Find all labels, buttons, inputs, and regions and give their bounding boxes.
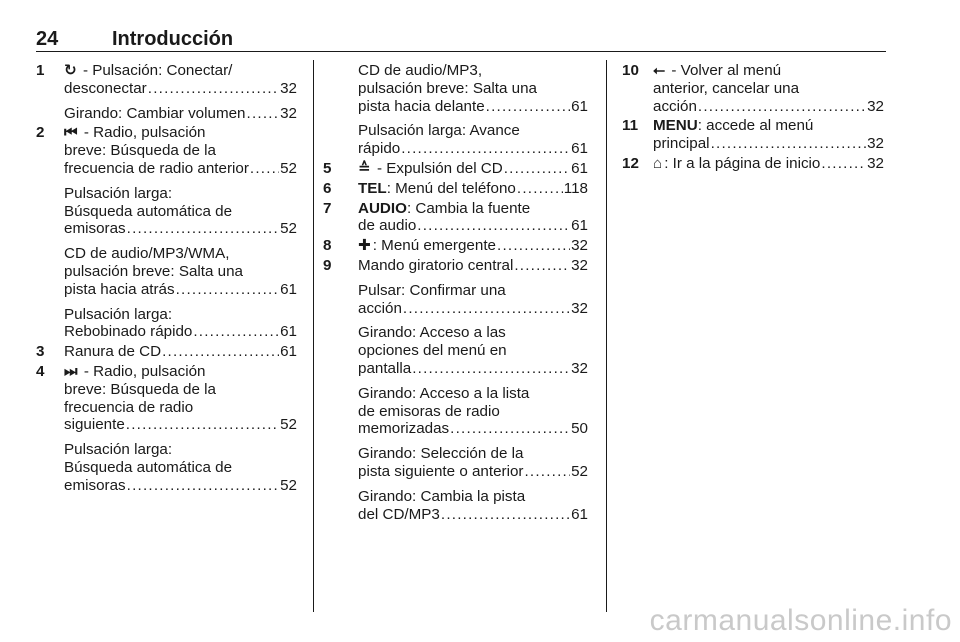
button-label-audio: AUDIO bbox=[358, 199, 407, 217]
page-ref: 61 bbox=[280, 280, 297, 298]
page-ref: 32 bbox=[571, 359, 588, 377]
entry-6: 6 TEL: Menú del teléfono . . . 118 bbox=[323, 180, 588, 198]
back-arrow-icon: ⭠ bbox=[653, 62, 666, 79]
entry-number: 1 bbox=[36, 62, 45, 79]
entry-number: 10 bbox=[622, 62, 639, 79]
entry-number: 9 bbox=[323, 256, 332, 274]
page-ref: 118 bbox=[563, 179, 588, 197]
entry-5: 5 ≙ - Expulsión del CD . . . 61 bbox=[323, 160, 588, 178]
power-icon: ↻ bbox=[64, 62, 77, 79]
entry-number: 4 bbox=[36, 362, 45, 380]
page-ref: 50 bbox=[571, 420, 588, 438]
entry-1: 1 ↻ - Pulsación: Conectar/ desconectar . . . 32 Girando: Cambiar volumen . . . 32 bbox=[36, 62, 297, 122]
entry-8: 8 ✚ : Menú emergente . . . 32 bbox=[323, 237, 588, 255]
entry-number: 8 bbox=[323, 237, 332, 255]
watermark: carmanualsonline.info bbox=[649, 604, 952, 637]
page-ref: 61 bbox=[280, 323, 297, 341]
page-ref: 32 bbox=[280, 104, 297, 122]
entry-11: 11 MENU: accede al menú principal . . . 32 bbox=[622, 117, 884, 153]
page-ref: 61 bbox=[571, 505, 588, 523]
page-ref: 32 bbox=[280, 79, 297, 97]
page-ref: 61 bbox=[571, 159, 588, 177]
page-ref: 52 bbox=[280, 416, 297, 434]
page-ref: 32 bbox=[867, 154, 884, 172]
entry-7: 7 AUDIO: Cambia la fuente de audio . . . 61 bbox=[323, 200, 588, 236]
entry-number: 12 bbox=[622, 154, 639, 172]
page-ref: 32 bbox=[867, 97, 884, 115]
page-ref: 32 bbox=[571, 256, 588, 274]
header-rule bbox=[36, 51, 886, 52]
page-ref: 32 bbox=[571, 237, 588, 255]
entry-2: 2 ⏮ - Radio, pulsación breve: Búsqueda de la frecuencia de radio anterior . . . 52 Pulsación larga: Búsqueda automática de emisoras . . . 52 CD de audio/MP3/WMA, pulsación breve: Salta una pista hacia atrás . . . 61 Pulsación larga: Rebobinado rápido . . . 61 bbox=[36, 124, 297, 341]
column-3 bbox=[622, 62, 884, 173]
page-header bbox=[36, 28, 886, 50]
skip-back-icon: ⏮ bbox=[64, 124, 78, 142]
button-label-tel: TEL bbox=[358, 179, 387, 197]
entry-3: 3 Ranura de CD . . . 61 bbox=[36, 343, 297, 361]
plus-icon: ✚ bbox=[358, 237, 371, 255]
column-2 bbox=[323, 62, 588, 523]
button-label-menu: MENU bbox=[653, 117, 698, 135]
column-1 bbox=[36, 62, 297, 495]
page-ref: 52 bbox=[280, 159, 297, 177]
entry-number: 6 bbox=[323, 179, 332, 197]
entry-4-continued: CD de audio/MP3, pulsación breve: Salta una pista hacia delante . . . 61 Pulsación larga: Avance rápido . . . 61 bbox=[323, 62, 588, 158]
page-ref: 32 bbox=[571, 299, 588, 317]
page-ref: 52 bbox=[280, 220, 297, 238]
entry-9: 9 Mando giratorio central . . . 32 Pulsar: Confirmar una acción . . . 32 Girando: Acceso a las opciones del menú en pantalla . . . 32 Girando: Acceso a la lista de emisoras de radio memorizadas . . . 50 Girando: Selección de la pista siguiente o anterior . . . 52 Girando: Cambia la pista del CD/MP3 . . . 61 bbox=[323, 257, 588, 523]
page-number: 24 bbox=[36, 28, 59, 50]
entry-number: 7 bbox=[323, 199, 332, 217]
column-divider-1 bbox=[313, 60, 314, 612]
entry-10: 10 ⭠ - Volver al menú anterior, cancelar una acción . . . 32 bbox=[622, 62, 884, 115]
entry-4: 4 ⏭ - Radio, pulsación breve: Búsqueda de la frecuencia de radio siguiente . . . 52 Pulsación larga: Búsqueda automática de emisoras . . . 52 bbox=[36, 363, 297, 495]
page-ref: 32 bbox=[867, 135, 884, 153]
entry-number: 2 bbox=[36, 124, 45, 142]
page-title: Introducción bbox=[112, 28, 234, 50]
eject-icon: ≙ bbox=[358, 159, 371, 177]
entry-number: 5 bbox=[323, 159, 332, 177]
home-icon: ⌂ bbox=[653, 154, 663, 172]
entry-number: 11 bbox=[622, 117, 639, 135]
page-ref: 52 bbox=[280, 476, 297, 494]
page-ref: 61 bbox=[571, 217, 588, 235]
page-ref: 52 bbox=[571, 462, 588, 480]
entry-number: 3 bbox=[36, 343, 45, 361]
entry-12: 12 ⌂ : Ir a la página de inicio . . . 32 bbox=[622, 155, 884, 173]
column-divider-2 bbox=[606, 60, 607, 612]
skip-forward-icon: ⏭ bbox=[64, 362, 78, 380]
page-ref: 61 bbox=[280, 343, 297, 361]
page-ref: 61 bbox=[571, 97, 588, 115]
page-ref: 61 bbox=[571, 140, 588, 158]
